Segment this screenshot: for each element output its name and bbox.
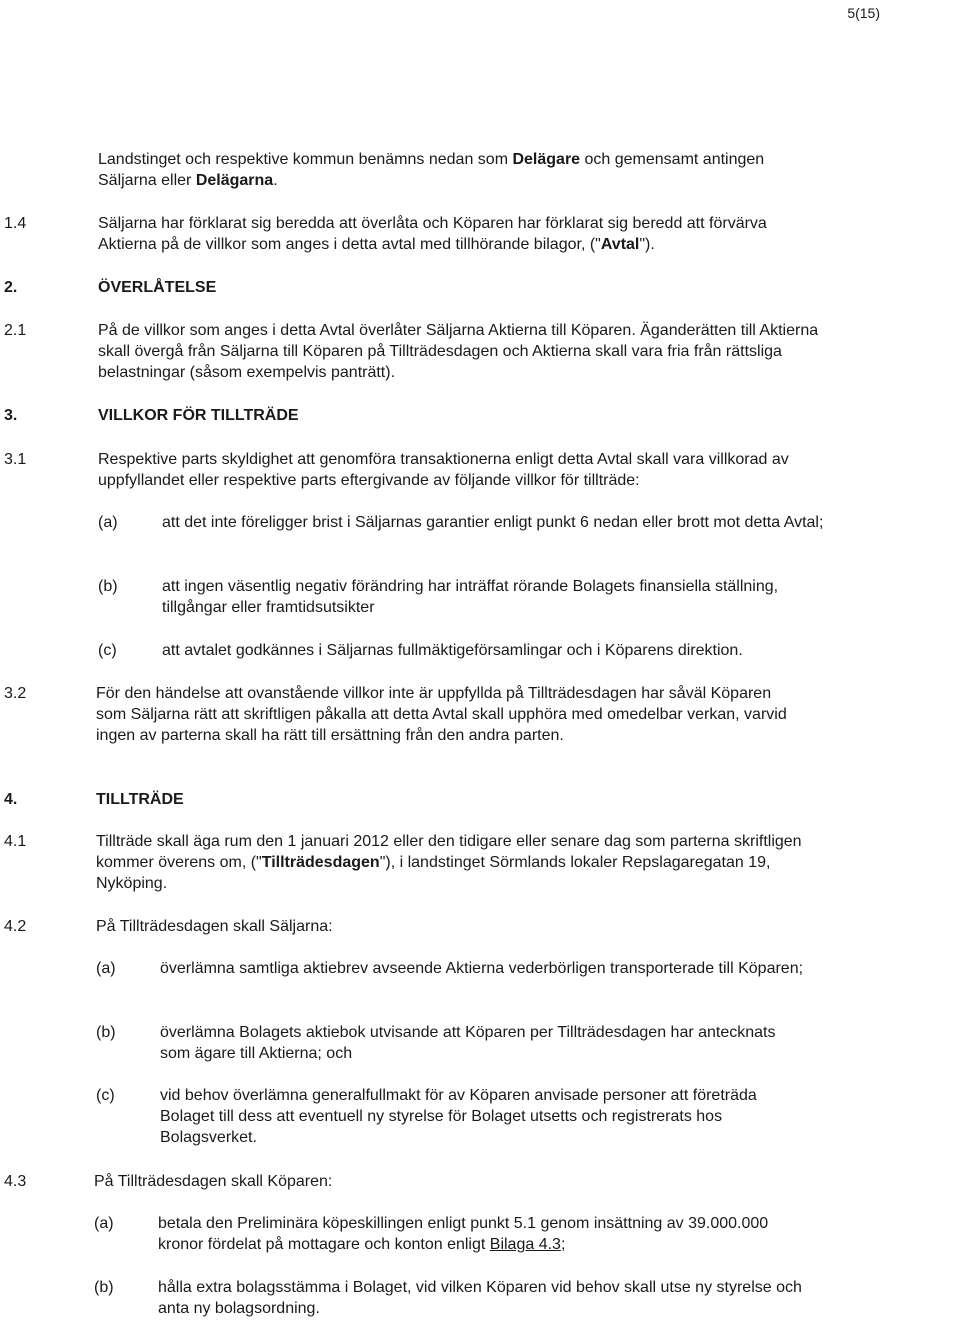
term-delagarna: Delägarna — [195, 172, 274, 189]
intro-paragraph — [98, 149, 798, 191]
list-item — [158, 1213, 808, 1255]
clause-3-1-text: Respektive parts skyldighet att genomföra transaktionerna enligt detta Avtal skall vara villkorad av uppfyllandet eller respektive parts eftergivande av följande villkor för tillträde: — [98, 451, 789, 489]
clause-text: Tillträde skall äga rum den 1 januari 2012 eller den tidigare eller senare dag som parterna skriftligen kommer överens om, (" — [96, 833, 802, 871]
section-number: 4. — [4, 791, 18, 808]
term-avtal: Avtal — [600, 236, 640, 253]
list-item: hålla extra bolagsstämma i Bolaget, vid vilken Köparen vid behov skall utse ny styrelse och anta ny bolagsordning. — [158, 1279, 802, 1317]
list-label: (c) — [96, 1087, 115, 1104]
clause-number: 4.2 — [4, 918, 27, 935]
clause-text: "), i landstinget Sörmlands lokaler Repslagaregatan 19, Nyköping. — [96, 854, 771, 892]
term-delagare: Delägare — [512, 151, 581, 168]
list-item: vid behov överlämna generalfullmakt för av Köparen anvisade personer att företräda Bolaget till dess att eventuell ny styrelse för Bolaget utsetts och registrerats hos Bolagsverket. — [160, 1087, 757, 1146]
list-label: (b) — [94, 1279, 114, 1296]
list-label: (b) — [98, 578, 118, 595]
clause-number: 2.1 — [4, 322, 27, 339]
list-item-text: ; — [560, 1236, 566, 1253]
list-label: (c) — [98, 642, 117, 659]
clause-number: 4.3 — [4, 1173, 27, 1190]
clause-2-1-text: På de villkor som anges i detta Avtal överlåter Säljarna Aktierna till Köparen. Äganderätten till Aktierna skall övergå från Säljarna till Köparen på Tillträdesdagen och Aktierna skall vara fria från rättsliga belastningar (såsom exempelvis panträtt). — [98, 322, 819, 381]
clause-4-2-text: På Tillträdesdagen skall Säljarna: — [96, 918, 333, 935]
intro-text: Landstinget och respektive kommun benämns nedan som — [98, 151, 513, 168]
list-label: (a) — [94, 1215, 114, 1232]
clause-1-4-text — [98, 213, 828, 255]
section-number: 2. — [4, 279, 18, 296]
clause-number: 4.1 — [4, 833, 27, 850]
section-title: ÖVERLÅTELSE — [98, 279, 217, 296]
list-label: (b) — [96, 1024, 116, 1041]
clause-text: "). — [639, 236, 655, 253]
clause-number: 3.1 — [4, 451, 27, 468]
list-item: att ingen väsentlig negativ förändring har inträffat rörande Bolagets finansiella ställning, tillgångar eller framtidsutsikter — [162, 578, 779, 616]
list-item: att det inte föreligger brist i Säljarnas garantier enligt punkt 6 nedan eller brott mot detta Avtal; — [162, 514, 824, 531]
section-number: 3. — [4, 407, 18, 424]
section-title: TILLTRÄDE — [96, 791, 184, 808]
clause-number: 3.2 — [4, 685, 27, 702]
bilaga-4-3-reference: Bilaga 4.3 — [489, 1236, 561, 1253]
page-number: 5(15) — [847, 5, 880, 21]
clause-text: Säljarna har förklarat sig beredda att överlåta och Köparen har förklarat sig beredd att förvärva Aktierna på de villkor som anges i detta avtal med tillhörande bilagor, (" — [98, 215, 767, 253]
section-title: VILLKOR FÖR TILLTRÄDE — [98, 407, 299, 424]
list-item: att avtalet godkännes i Säljarnas fullmäktigeförsamlingar och i Köparens direktion. — [162, 642, 743, 659]
list-item: överlämna samtliga aktiebrev avseende Aktierna vederbörligen transporterade till Köparen; — [160, 960, 804, 977]
clause-number: 1.4 — [4, 215, 27, 232]
intro-text: . — [273, 172, 278, 189]
list-item-text: betala den Preliminära köpeskillingen enligt punkt 5.1 genom insättning av 39.000.000 kronor fördelat på mottagare och konton enligt — [158, 1215, 769, 1253]
list-item: överlämna Bolagets aktiebok utvisande att Köparen per Tillträdesdagen har antecknats som ägare till Aktierna; och — [160, 1024, 776, 1062]
list-label: (a) — [96, 960, 116, 977]
term-tilltradesdagen: Tillträdesdagen — [261, 854, 380, 871]
intro-text: och gemensamt antingen Säljarna eller — [98, 151, 765, 189]
clause-4-1-text — [96, 831, 836, 894]
clause-4-3-text: På Tillträdesdagen skall Köparen: — [94, 1173, 333, 1190]
list-label: (a) — [98, 514, 118, 531]
clause-3-2-text: För den händelse att ovanstående villkor inte är uppfyllda på Tillträdesdagen har såväl Köparen som Säljarna rätt att skriftligen påkalla att detta Avtal skall upphöra med omedelbar verkan, varvid ingen av parterna skall ha rätt till ersättning från den andra parten. — [96, 685, 787, 744]
